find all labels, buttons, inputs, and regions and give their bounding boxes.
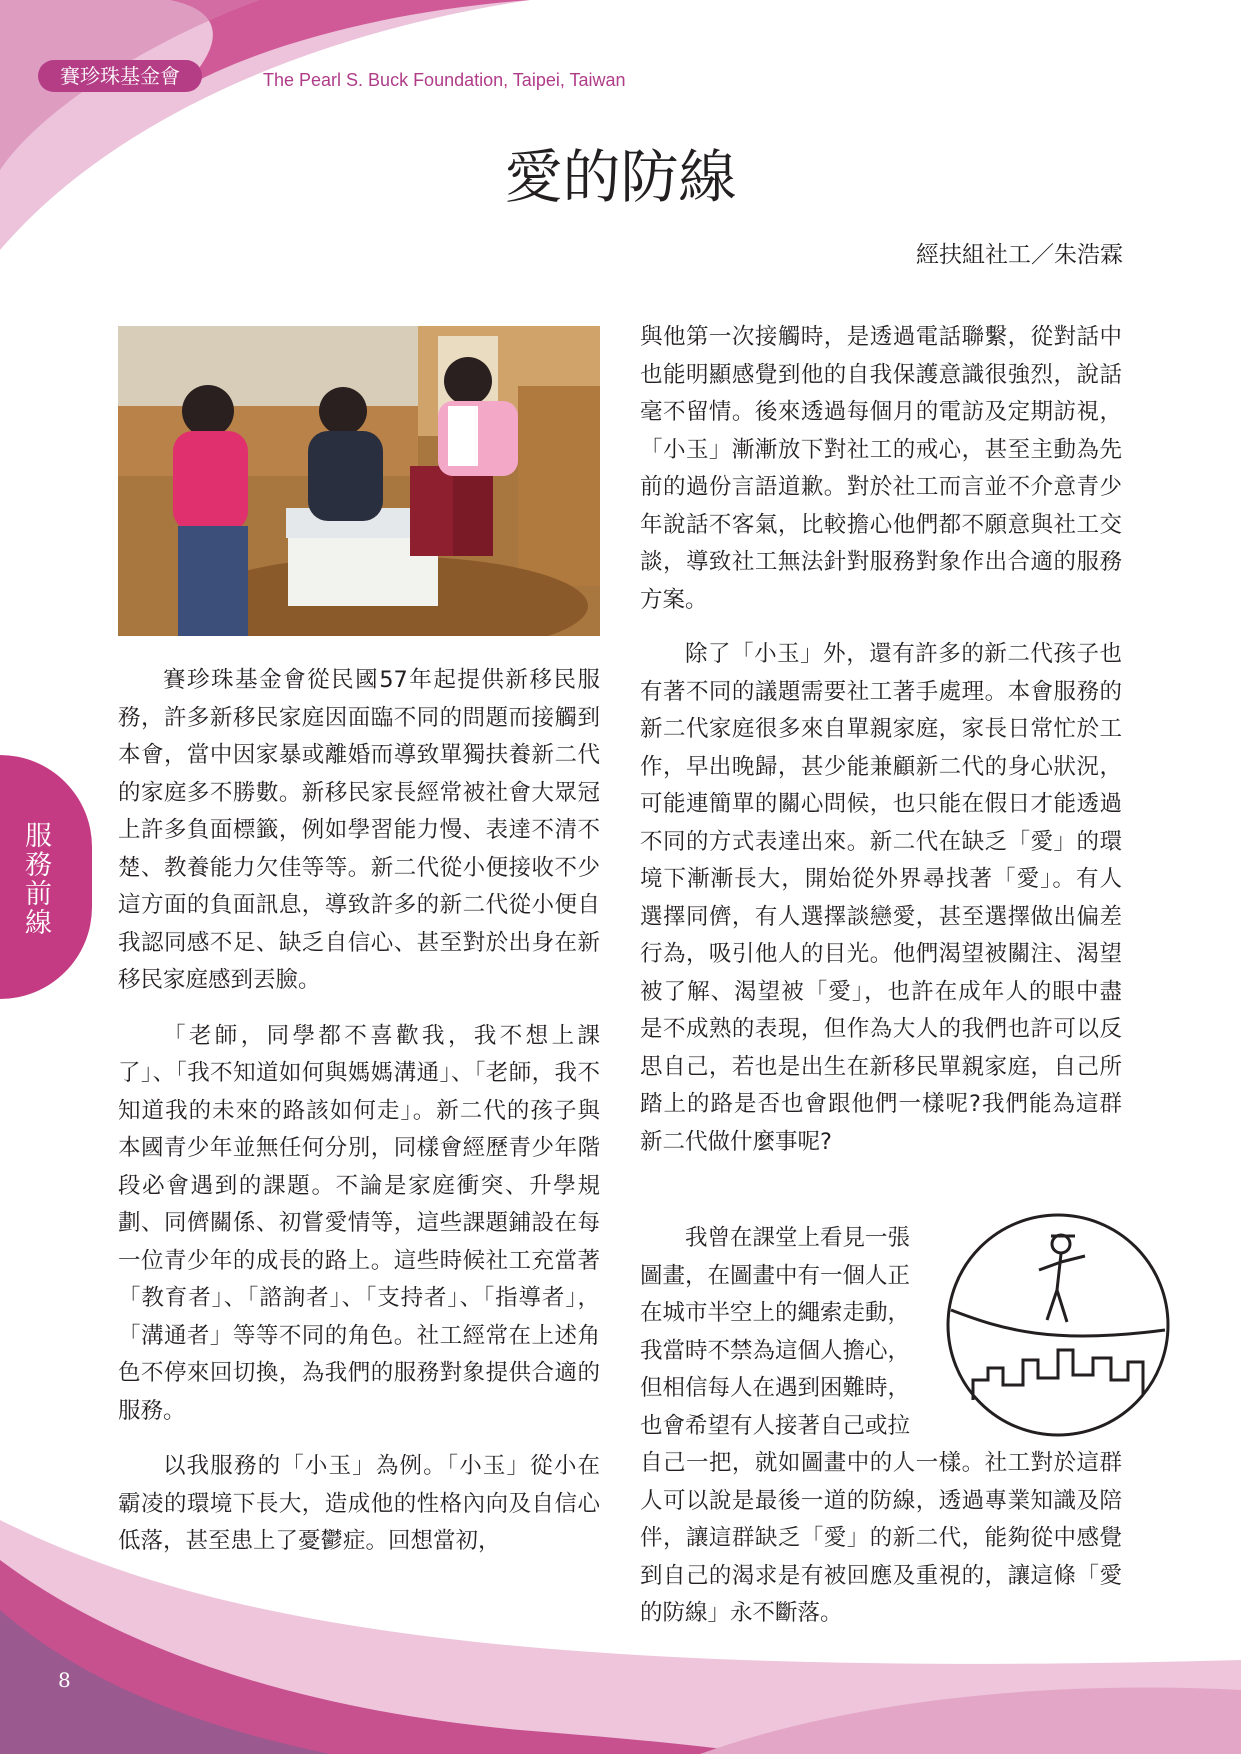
home-visit-photo — [118, 326, 600, 636]
paragraph: 除了「小玉」外，還有許多的新二代孩子也有著不同的議題需要社工著手處理。本會服務的新二代家庭很多來自單親家庭，家長日常忙於工作，早出晚歸，甚少能兼顧新二代的身心狀況，可能連簡單的關心問候，也只能在假日才能透過不同的方式表達出來。新二代在缺乏「愛」的環境下漸漸長大，開始從外界尋找著「愛」。有人選擇同儕，有人選擇談戀愛，甚至選擇做出偏差行為，吸引他人的目光。他們渴望被關注、渴望被了解、渴望被「愛」，也許在成年人的眼中盡是不成熟的表現，但作為大人的我們也許可以反思自己，若也是出生在新移民單親家庭，自己所踏上的路是否也會跟他們一樣呢?我們能為這群新二代做什麼事呢? — [640, 641, 1122, 1155]
left-column — [118, 662, 600, 1561]
section-side-tab-label: 服務前線 — [20, 821, 51, 937]
wrap-line: 在城市半空上的繩索走動， — [640, 1300, 911, 1326]
paragraph: 「老師，同學都不喜歡我，我不想上課了」、「我不知道如何與媽媽溝通」、「老師，我不知道我的未來的路該如何走」。新二代的孩子與本國青少年並無任何分別，同樣會經歷青少年階段必會遇到的課題。不論是家庭衝突、升學規劃、同儕關係、初嘗愛情等，這些課題鋪設在每一位青少年的成長的路上。這些時候社工充當著「教育者」、「諮詢者」、「支持者」、「指導者」，「溝通者」等等不同的角色。社工經常在上述角色不停來回切換，為我們的服務對象提供合適的服務。 — [118, 1022, 600, 1424]
wrap-line: 我當時不禁為這個人擔心， — [640, 1337, 911, 1364]
wrap-line: 也會希望有人接著自己或拉 — [640, 1412, 911, 1439]
wrap-line: 但相信每人在遇到困難時， — [640, 1375, 911, 1401]
paragraph: 賽珍珠基金會從民國57年起提供新移民服務，許多新移民家庭因面臨不同的問題而接觸到本會，當中因家暴或離婚而導致單獨扶養新二代的家庭多不勝數。新移民家長經常被社會大眾冠上許多負面標籤，例如學習能力慢、表達不清不楚、教養能力欠佳等等。新二代從小便接收不少這方面的負面訊息，導致許多的新二代從小便自我認同感不足、缺乏自信心、甚至對於出身在新移民家庭感到丟臉。 — [118, 667, 600, 993]
org-badge: 賽珍珠基金會 — [38, 60, 202, 92]
paragraph: 與他第一次接觸時，是透過電話聯繫，從對話中也能明顯感覺到他的自我保護意識很強烈，說話毫不留情。後來透過每個月的電訪及定期訪視，「小玉」漸漸放下對社工的戒心，甚至主動為先前的過份言語道歉。對於社工而言並不介意青少年說話不客氣，比較擔心他們都不願意與社工交談，導致社工無法針對服務對象作出合適的服務方案。 — [640, 324, 1122, 613]
tightrope-sketch-illustration — [943, 1210, 1173, 1440]
article-author: 經扶組社工／朱浩霖 — [916, 242, 1123, 268]
page-number: 8 — [58, 1668, 71, 1692]
right-column — [640, 319, 1122, 1155]
wrap-line: 圖畫，在圖畫中有一個人正 — [640, 1262, 911, 1289]
paragraph: 以我服務的「小玉」為例。「小玉」從小在霸凌的環境下長大，造成他的性格內向及自信心低落，甚至患上了憂鬱症。回想當初， — [118, 1453, 600, 1554]
org-english-name: The Pearl S. Buck Foundation, Taipei, Taiwan — [263, 70, 626, 90]
wrap-rest: 自己一把，就如圖畫中的人一樣。社工對於這群人可以說是最後一道的防線，透過專業知識及陪伴，讓這群缺乏「愛」的新二代，能夠從中感覺到自己的渴求是有被回應及重視的，讓這條「愛的防線」永不斷落。 — [640, 1450, 1122, 1626]
article-title: 愛的防線 — [504, 143, 737, 211]
wrap-line: 我曾在課堂上看見一張 — [685, 1225, 911, 1251]
